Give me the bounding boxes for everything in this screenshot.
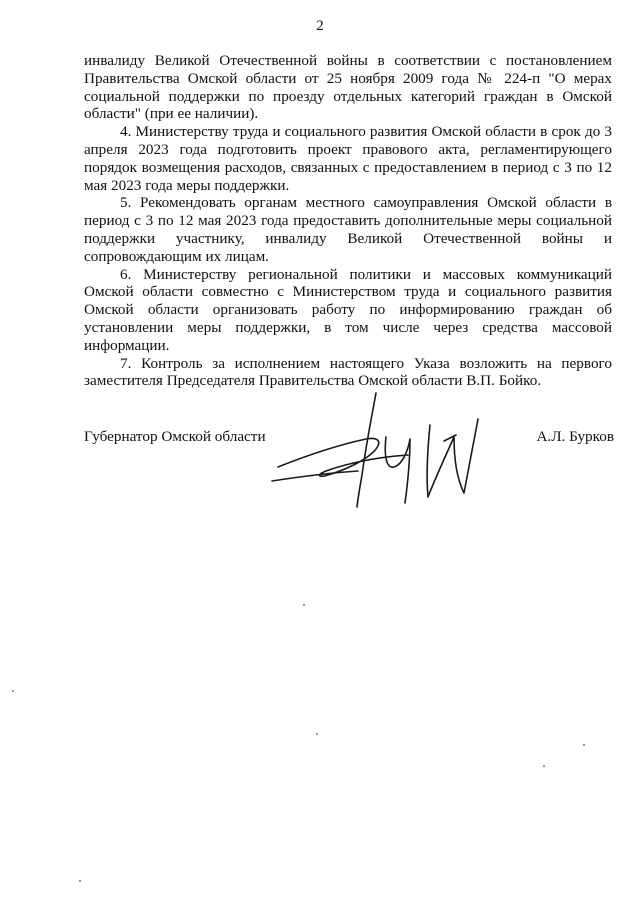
paragraph-item-4: 4. Министерству труда и социального развития Омской области в срок до 3 апреля 2023 года подготовить проект правового акта, регламентирующего порядок возмещения расходов, связанных с предоставлением в период с 3 по 12 мая 2023 года меры поддержки. bbox=[84, 123, 612, 194]
paragraph-item-7: 7. Контроль за исполнением настоящего Указа возложить на первого заместителя Председателя Правительства Омской области В.П. Бойко. bbox=[84, 354, 612, 390]
page-number: 2 bbox=[316, 18, 324, 34]
scan-speck bbox=[583, 744, 585, 746]
scan-speck bbox=[316, 733, 318, 735]
handwritten-signature bbox=[268, 385, 508, 520]
signatory-name: А.Л. Бурков bbox=[536, 428, 614, 445]
signatory-position: Губернатор Омской области bbox=[84, 428, 266, 445]
scan-speck bbox=[543, 765, 545, 767]
paragraph-item-6: 6. Министерству региональной политики и массовых коммуникаций Омской области совместно с Министерством труда и социального развития Омской области организовать работу по информированию граждан об установлении меры поддержки, в том числе через средства массовой информации. bbox=[84, 265, 612, 354]
paragraph-item-5: 5. Рекомендовать органам местного самоуправления Омской области в период с 3 по 12 мая 2023 года предоставить дополнительные меры социальной поддержки участнику, инвалиду Великой Отечественной войны и сопровождающим их лицам. bbox=[84, 194, 612, 265]
scan-speck bbox=[12, 690, 14, 692]
scan-speck bbox=[303, 604, 305, 606]
paragraph-continuation: инвалиду Великой Отечественной войны в соответствии с постановлением Правительства Омской области от 25 ноября 2009 года № 224-п "О мерах социальной поддержки по проезду отдельных категорий граждан в Омской области" (при ее наличии). bbox=[84, 52, 612, 123]
document-body bbox=[84, 52, 612, 390]
scan-speck bbox=[79, 880, 81, 882]
